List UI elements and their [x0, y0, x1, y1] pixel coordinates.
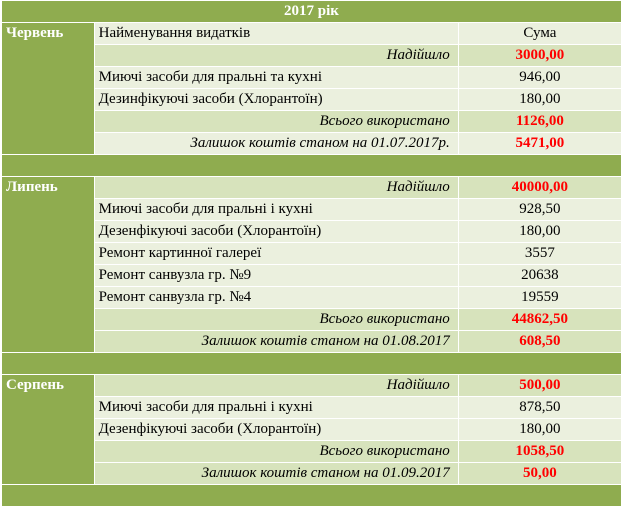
received-row: [2, 177, 622, 199]
total-used-label: Всього використано: [94, 309, 458, 331]
expense-value: 878,50: [458, 397, 621, 419]
received-label: Надійшло: [94, 177, 458, 199]
received-value: 500,00: [458, 375, 621, 397]
table-row: [2, 243, 622, 265]
total-used-row: [2, 111, 622, 133]
received-row: [2, 375, 622, 397]
table-row: [2, 89, 622, 111]
section-divider: [2, 155, 622, 177]
section-divider: [2, 353, 622, 375]
month-label-july: Липень: [2, 177, 95, 353]
table-row: [2, 265, 622, 287]
expense-name: Миючі засоби для пральні та кухні: [94, 67, 458, 89]
balance-value: 50,00: [458, 463, 621, 485]
expense-name: Дезинфікуючі засоби (Хлорантоїн): [94, 89, 458, 111]
received-label: Надійшло: [94, 45, 458, 67]
expense-value: 928,50: [458, 199, 621, 221]
expense-value: 180,00: [458, 89, 621, 111]
total-used-value: 1126,00: [458, 111, 621, 133]
expense-value: 19559: [458, 287, 621, 309]
balance-row: [2, 463, 622, 485]
expense-value: 3557: [458, 243, 621, 265]
expense-table: [1, 0, 622, 507]
expense-value: 180,00: [458, 419, 621, 441]
total-used-label: Всього використано: [94, 441, 458, 463]
expense-value: 946,00: [458, 67, 621, 89]
received-value: 40000,00: [458, 177, 621, 199]
section-divider: [2, 485, 622, 507]
expense-value: 20638: [458, 265, 621, 287]
table-row: [2, 221, 622, 243]
total-used-row: [2, 309, 622, 331]
expense-name: Миючі засоби для пральні і кухні: [94, 397, 458, 419]
table-row: [2, 397, 622, 419]
expense-value: 180,00: [458, 221, 621, 243]
received-row: [2, 45, 622, 67]
month-label-august: Серпень: [2, 375, 95, 485]
month-label-june: Червень: [2, 23, 95, 155]
balance-value: 608,50: [458, 331, 621, 353]
expense-name: Дезенфікуючі засоби (Хлорантоїн): [94, 221, 458, 243]
balance-label: Залишок коштів станом на 01.07.2017р.: [94, 133, 458, 155]
total-used-row: [2, 441, 622, 463]
balance-row: [2, 331, 622, 353]
table-row: [2, 199, 622, 221]
table-title: 2017 рік: [2, 1, 622, 23]
total-used-label: Всього використано: [94, 111, 458, 133]
expense-name: Ремонт картинної галереї: [94, 243, 458, 265]
balance-value: 5471,00: [458, 133, 621, 155]
received-label: Надійшло: [94, 375, 458, 397]
table-row: [2, 287, 622, 309]
total-used-value: 1058,50: [458, 441, 621, 463]
balance-row: [2, 133, 622, 155]
balance-label: Залишок коштів станом на 01.08.2017: [94, 331, 458, 353]
expense-name: Миючі засоби для пральні і кухні: [94, 199, 458, 221]
balance-label: Залишок коштів станом на 01.09.2017: [94, 463, 458, 485]
expense-name: Дезенфікуючі засоби (Хлорантоїн): [94, 419, 458, 441]
expense-name: Ремонт санвузла гр. №4: [94, 287, 458, 309]
received-value: 3000,00: [458, 45, 621, 67]
table-row: [2, 67, 622, 89]
column-header-sum: Сума: [458, 23, 621, 45]
table-row: [2, 419, 622, 441]
expense-name: Ремонт санвузла гр. №9: [94, 265, 458, 287]
total-used-value: 44862,50: [458, 309, 621, 331]
column-header-name: Найменування видатків: [94, 23, 458, 45]
